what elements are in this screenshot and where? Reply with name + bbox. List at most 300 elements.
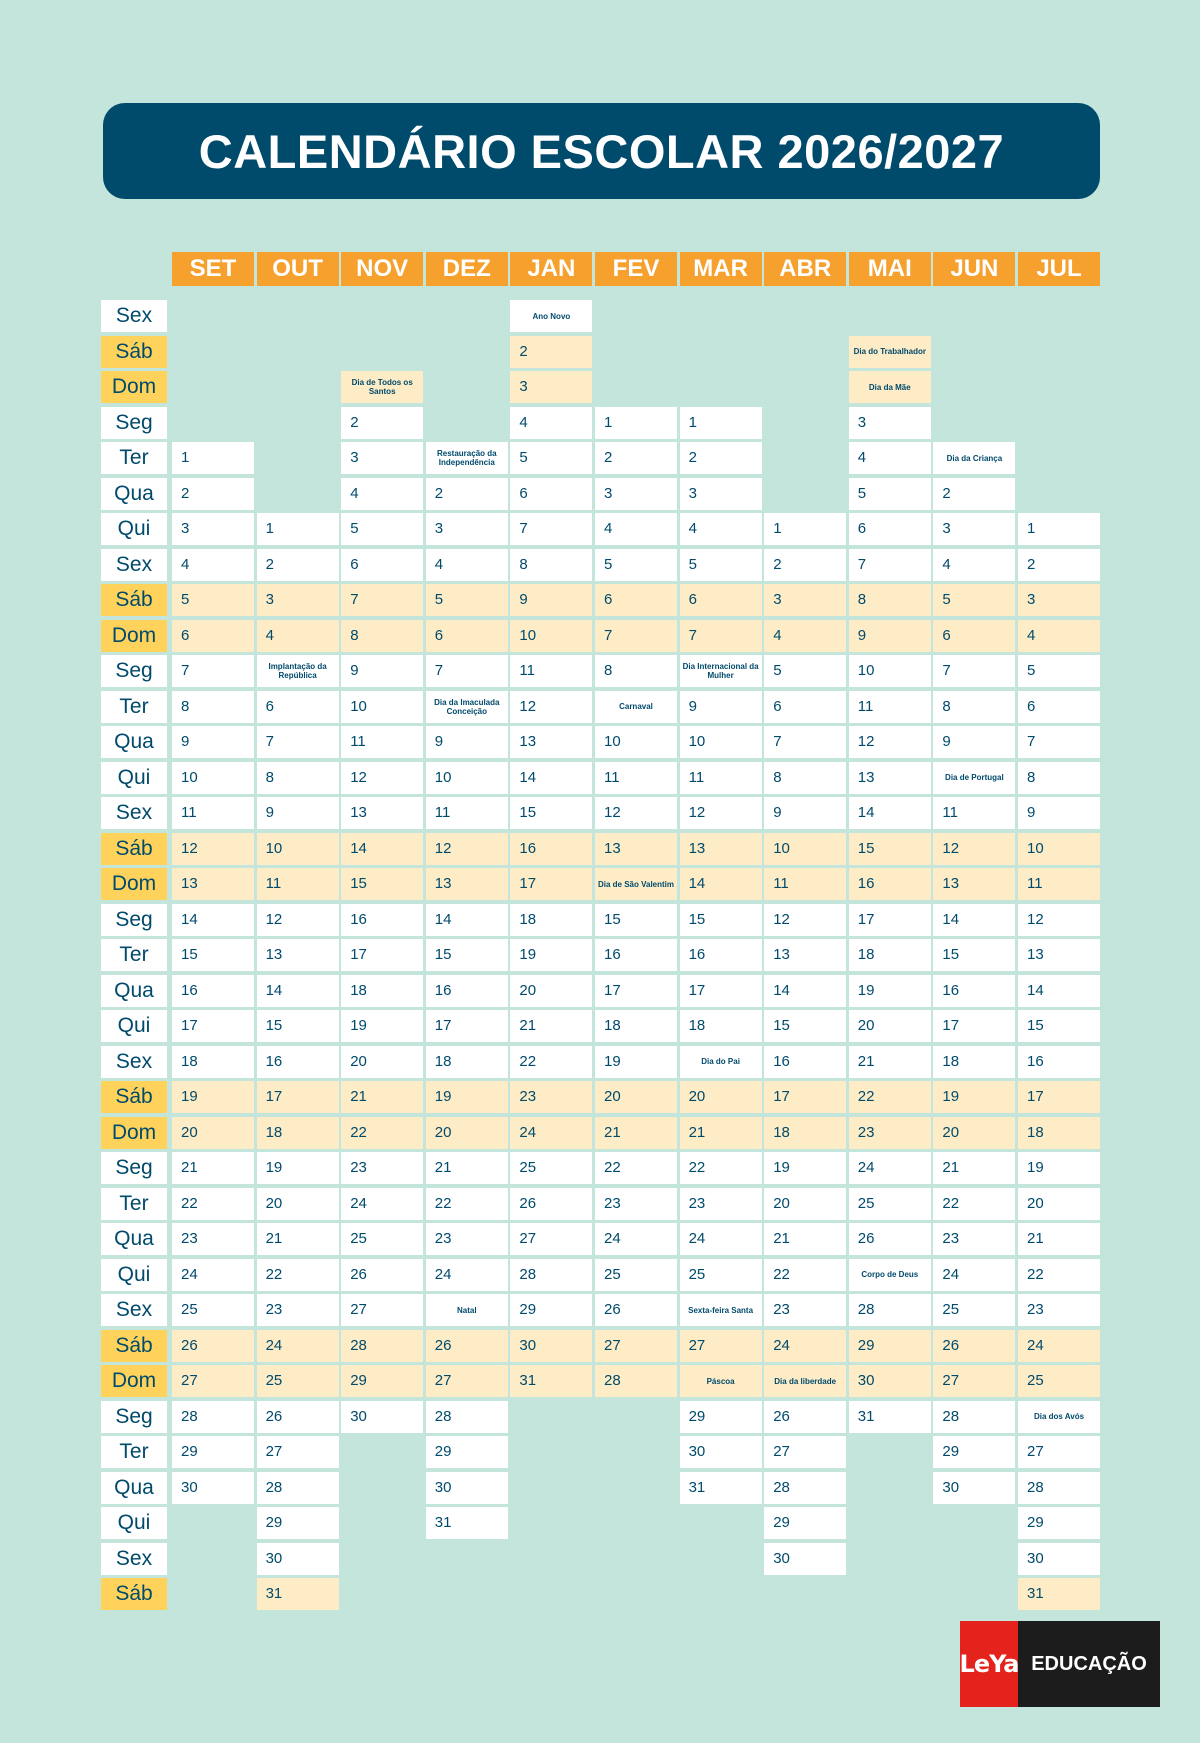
day-cell[interactable] [1018,1117,1100,1149]
day-cell[interactable] [510,336,592,368]
day-cell[interactable] [764,939,846,971]
day-cell[interactable] [933,762,1015,794]
day-cell[interactable] [341,1188,423,1220]
day-cell[interactable] [680,868,762,900]
day-cell[interactable] [1018,1188,1100,1220]
day-cell[interactable] [849,1259,931,1291]
day-cell[interactable] [172,1365,254,1397]
day-cell[interactable] [172,975,254,1007]
day-cell[interactable] [426,1330,508,1362]
day-cell[interactable] [680,797,762,829]
day-cell[interactable] [341,1330,423,1362]
day-cell[interactable] [172,549,254,581]
day-cell[interactable] [595,584,677,616]
day-cell[interactable] [764,1046,846,1078]
day-cell[interactable] [680,975,762,1007]
day-cell[interactable] [764,904,846,936]
day-cell[interactable] [764,1117,846,1149]
day-cell[interactable] [764,1436,846,1468]
day-cell[interactable] [257,1330,339,1362]
day-cell[interactable] [1018,797,1100,829]
day-cell[interactable] [172,478,254,510]
day-cell[interactable] [1018,1330,1100,1362]
day-cell[interactable] [849,1223,931,1255]
day-cell[interactable] [595,1294,677,1326]
day-cell[interactable] [764,797,846,829]
day-cell[interactable] [172,868,254,900]
day-cell[interactable] [764,691,846,723]
day-cell[interactable] [764,1223,846,1255]
day-cell[interactable] [849,691,931,723]
day-cell[interactable] [1018,1401,1100,1433]
day-cell[interactable] [341,1152,423,1184]
day-cell[interactable] [510,1259,592,1291]
day-cell[interactable] [933,868,1015,900]
day-cell[interactable] [595,1330,677,1362]
day-cell[interactable] [680,726,762,758]
day-cell[interactable] [341,584,423,616]
day-cell[interactable] [257,1081,339,1113]
day-cell[interactable] [257,1365,339,1397]
day-cell[interactable] [426,1507,508,1539]
day-cell[interactable] [1018,1578,1100,1610]
day-cell[interactable] [680,1152,762,1184]
day-cell[interactable] [595,478,677,510]
day-cell[interactable] [764,655,846,687]
day-cell[interactable] [680,833,762,865]
day-cell[interactable] [426,655,508,687]
day-cell[interactable] [764,1152,846,1184]
day-cell[interactable] [257,1046,339,1078]
day-cell[interactable] [680,620,762,652]
day-cell[interactable] [595,975,677,1007]
day-cell[interactable] [510,1223,592,1255]
day-cell[interactable] [680,1081,762,1113]
day-cell[interactable] [341,620,423,652]
day-cell[interactable] [1018,584,1100,616]
day-cell[interactable] [933,1472,1015,1504]
day-cell[interactable] [426,691,508,723]
day-cell[interactable] [933,1152,1015,1184]
day-cell[interactable] [510,1046,592,1078]
day-cell[interactable] [933,833,1015,865]
day-cell[interactable] [341,442,423,474]
day-cell[interactable] [426,478,508,510]
day-cell[interactable] [680,762,762,794]
day-cell[interactable] [341,1401,423,1433]
day-cell[interactable] [849,584,931,616]
day-cell[interactable] [764,1294,846,1326]
day-cell[interactable] [341,1117,423,1149]
day-cell[interactable] [595,1365,677,1397]
day-cell[interactable] [510,371,592,403]
day-cell[interactable] [510,797,592,829]
day-cell[interactable] [595,407,677,439]
day-cell[interactable] [1018,1365,1100,1397]
day-cell[interactable] [510,1152,592,1184]
day-cell[interactable] [680,1365,762,1397]
day-cell[interactable] [257,1294,339,1326]
day-cell[interactable] [764,726,846,758]
day-cell[interactable] [426,1223,508,1255]
day-cell[interactable] [680,513,762,545]
day-cell[interactable] [1018,939,1100,971]
day-cell[interactable] [1018,549,1100,581]
day-cell[interactable] [849,1401,931,1433]
day-cell[interactable] [595,939,677,971]
day-cell[interactable] [341,655,423,687]
day-cell[interactable] [595,691,677,723]
day-cell[interactable] [595,1117,677,1149]
day-cell[interactable] [595,726,677,758]
day-cell[interactable] [257,584,339,616]
day-cell[interactable] [849,442,931,474]
day-cell[interactable] [510,1330,592,1362]
day-cell[interactable] [849,549,931,581]
day-cell[interactable] [849,1046,931,1078]
day-cell[interactable] [510,513,592,545]
day-cell[interactable] [764,975,846,1007]
day-cell[interactable] [1018,762,1100,794]
day-cell[interactable] [595,1046,677,1078]
day-cell[interactable] [680,1259,762,1291]
day-cell[interactable] [764,1259,846,1291]
day-cell[interactable] [849,620,931,652]
day-cell[interactable] [849,478,931,510]
day-cell[interactable] [595,762,677,794]
day-cell[interactable] [933,1401,1015,1433]
day-cell[interactable] [510,939,592,971]
day-cell[interactable] [341,407,423,439]
day-cell[interactable] [849,1365,931,1397]
day-cell[interactable] [257,797,339,829]
day-cell[interactable] [680,1436,762,1468]
day-cell[interactable] [426,1188,508,1220]
day-cell[interactable] [426,620,508,652]
day-cell[interactable] [933,691,1015,723]
day-cell[interactable] [341,1365,423,1397]
day-cell[interactable] [426,904,508,936]
day-cell[interactable] [1018,513,1100,545]
day-cell[interactable] [257,1010,339,1042]
day-cell[interactable] [933,1010,1015,1042]
day-cell[interactable] [257,1152,339,1184]
day-cell[interactable] [849,762,931,794]
day-cell[interactable] [172,904,254,936]
day-cell[interactable] [1018,975,1100,1007]
day-cell[interactable] [933,655,1015,687]
day-cell[interactable] [595,1010,677,1042]
day-cell[interactable] [849,371,931,403]
day-cell[interactable] [510,1010,592,1042]
day-cell[interactable] [849,797,931,829]
day-cell[interactable] [172,1330,254,1362]
day-cell[interactable] [1018,904,1100,936]
day-cell[interactable] [172,1472,254,1504]
day-cell[interactable] [849,904,931,936]
day-cell[interactable] [1018,1543,1100,1575]
day-cell[interactable] [849,1010,931,1042]
day-cell[interactable] [764,762,846,794]
day-cell[interactable] [341,833,423,865]
day-cell[interactable] [933,478,1015,510]
day-cell[interactable] [341,1046,423,1078]
day-cell[interactable] [172,1152,254,1184]
day-cell[interactable] [257,1543,339,1575]
day-cell[interactable] [764,1507,846,1539]
day-cell[interactable] [426,1436,508,1468]
day-cell[interactable] [257,1578,339,1610]
day-cell[interactable] [849,1117,931,1149]
day-cell[interactable] [172,939,254,971]
day-cell[interactable] [933,904,1015,936]
day-cell[interactable] [257,833,339,865]
day-cell[interactable] [1018,691,1100,723]
day-cell[interactable] [764,1543,846,1575]
day-cell[interactable] [680,691,762,723]
day-cell[interactable] [595,513,677,545]
day-cell[interactable] [1018,620,1100,652]
day-cell[interactable] [933,1330,1015,1362]
day-cell[interactable] [426,797,508,829]
day-cell[interactable] [680,1046,762,1078]
day-cell[interactable] [341,1081,423,1113]
day-cell[interactable] [1018,1507,1100,1539]
day-cell[interactable] [426,1401,508,1433]
day-cell[interactable] [849,336,931,368]
day-cell[interactable] [764,1330,846,1362]
day-cell[interactable] [510,549,592,581]
day-cell[interactable] [849,1152,931,1184]
day-cell[interactable] [595,549,677,581]
day-cell[interactable] [764,1081,846,1113]
day-cell[interactable] [172,1010,254,1042]
day-cell[interactable] [257,1436,339,1468]
day-cell[interactable] [764,513,846,545]
day-cell[interactable] [257,904,339,936]
day-cell[interactable] [933,939,1015,971]
day-cell[interactable] [341,1010,423,1042]
day-cell[interactable] [933,1365,1015,1397]
day-cell[interactable] [510,620,592,652]
day-cell[interactable] [510,407,592,439]
day-cell[interactable] [1018,1010,1100,1042]
day-cell[interactable] [341,975,423,1007]
day-cell[interactable] [933,1223,1015,1255]
day-cell[interactable] [510,1365,592,1397]
day-cell[interactable] [764,833,846,865]
day-cell[interactable] [1018,1223,1100,1255]
day-cell[interactable] [933,1117,1015,1149]
day-cell[interactable] [595,1188,677,1220]
day-cell[interactable] [849,1081,931,1113]
day-cell[interactable] [849,868,931,900]
day-cell[interactable] [595,620,677,652]
day-cell[interactable] [595,1259,677,1291]
day-cell[interactable] [257,691,339,723]
day-cell[interactable] [680,1294,762,1326]
day-cell[interactable] [933,620,1015,652]
day-cell[interactable] [510,726,592,758]
day-cell[interactable] [680,1117,762,1149]
day-cell[interactable] [426,442,508,474]
day-cell[interactable] [257,1223,339,1255]
day-cell[interactable] [595,904,677,936]
day-cell[interactable] [341,371,423,403]
day-cell[interactable] [257,726,339,758]
day-cell[interactable] [933,726,1015,758]
day-cell[interactable] [426,726,508,758]
day-cell[interactable] [680,478,762,510]
day-cell[interactable] [426,1259,508,1291]
day-cell[interactable] [341,478,423,510]
day-cell[interactable] [426,833,508,865]
day-cell[interactable] [172,1117,254,1149]
day-cell[interactable] [764,1188,846,1220]
day-cell[interactable] [849,655,931,687]
day-cell[interactable] [341,1259,423,1291]
day-cell[interactable] [510,655,592,687]
day-cell[interactable] [1018,655,1100,687]
day-cell[interactable] [933,797,1015,829]
day-cell[interactable] [680,442,762,474]
day-cell[interactable] [172,1081,254,1113]
day-cell[interactable] [680,655,762,687]
day-cell[interactable] [933,1046,1015,1078]
day-cell[interactable] [172,1046,254,1078]
day-cell[interactable] [426,868,508,900]
day-cell[interactable] [933,442,1015,474]
day-cell[interactable] [849,1294,931,1326]
day-cell[interactable] [849,1330,931,1362]
day-cell[interactable] [172,584,254,616]
day-cell[interactable] [764,868,846,900]
day-cell[interactable] [426,1010,508,1042]
day-cell[interactable] [595,797,677,829]
day-cell[interactable] [426,975,508,1007]
day-cell[interactable] [764,584,846,616]
day-cell[interactable] [426,1472,508,1504]
day-cell[interactable] [933,1188,1015,1220]
day-cell[interactable] [764,1365,846,1397]
day-cell[interactable] [426,939,508,971]
day-cell[interactable] [595,1223,677,1255]
day-cell[interactable] [257,513,339,545]
day-cell[interactable] [1018,726,1100,758]
day-cell[interactable] [933,975,1015,1007]
day-cell[interactable] [849,939,931,971]
day-cell[interactable] [510,1117,592,1149]
day-cell[interactable] [510,833,592,865]
day-cell[interactable] [510,1294,592,1326]
day-cell[interactable] [341,1294,423,1326]
day-cell[interactable] [595,1152,677,1184]
day-cell[interactable] [257,1188,339,1220]
day-cell[interactable] [595,442,677,474]
day-cell[interactable] [257,1472,339,1504]
day-cell[interactable] [680,407,762,439]
day-cell[interactable] [341,691,423,723]
day-cell[interactable] [510,904,592,936]
day-cell[interactable] [426,1152,508,1184]
day-cell[interactable] [172,442,254,474]
day-cell[interactable] [1018,1046,1100,1078]
day-cell[interactable] [510,691,592,723]
day-cell[interactable] [764,1401,846,1433]
day-cell[interactable] [510,1188,592,1220]
day-cell[interactable] [933,584,1015,616]
day-cell[interactable] [680,1472,762,1504]
day-cell[interactable] [257,1507,339,1539]
day-cell[interactable] [1018,1259,1100,1291]
day-cell[interactable] [257,762,339,794]
day-cell[interactable] [1018,1152,1100,1184]
day-cell[interactable] [1018,1472,1100,1504]
day-cell[interactable] [172,1294,254,1326]
day-cell[interactable] [257,868,339,900]
day-cell[interactable] [172,762,254,794]
day-cell[interactable] [257,1117,339,1149]
day-cell[interactable] [341,939,423,971]
day-cell[interactable] [933,1081,1015,1113]
day-cell[interactable] [680,1330,762,1362]
day-cell[interactable] [680,549,762,581]
day-cell[interactable] [933,1436,1015,1468]
day-cell[interactable] [680,939,762,971]
day-cell[interactable] [1018,868,1100,900]
day-cell[interactable] [764,1472,846,1504]
day-cell[interactable] [764,549,846,581]
day-cell[interactable] [257,655,339,687]
day-cell[interactable] [426,1365,508,1397]
day-cell[interactable] [1018,833,1100,865]
day-cell[interactable] [849,407,931,439]
day-cell[interactable] [426,1081,508,1113]
day-cell[interactable] [849,1188,931,1220]
day-cell[interactable] [510,975,592,1007]
day-cell[interactable] [680,1188,762,1220]
day-cell[interactable] [426,584,508,616]
day-cell[interactable] [764,620,846,652]
day-cell[interactable] [933,1259,1015,1291]
day-cell[interactable] [341,797,423,829]
day-cell[interactable] [680,1010,762,1042]
day-cell[interactable] [1018,1294,1100,1326]
day-cell[interactable] [680,904,762,936]
day-cell[interactable] [1018,1436,1100,1468]
day-cell[interactable] [172,1188,254,1220]
day-cell[interactable] [341,904,423,936]
day-cell[interactable] [426,762,508,794]
day-cell[interactable] [257,1401,339,1433]
day-cell[interactable] [595,868,677,900]
day-cell[interactable] [933,1294,1015,1326]
day-cell[interactable] [426,549,508,581]
day-cell[interactable] [172,797,254,829]
day-cell[interactable] [341,726,423,758]
day-cell[interactable] [426,1046,508,1078]
day-cell[interactable] [426,1117,508,1149]
day-cell[interactable] [172,655,254,687]
day-cell[interactable] [426,513,508,545]
day-cell[interactable] [510,1081,592,1113]
day-cell[interactable] [257,939,339,971]
day-cell[interactable] [849,513,931,545]
day-cell[interactable] [764,1010,846,1042]
day-cell[interactable] [172,1223,254,1255]
day-cell[interactable] [172,513,254,545]
day-cell[interactable] [510,868,592,900]
